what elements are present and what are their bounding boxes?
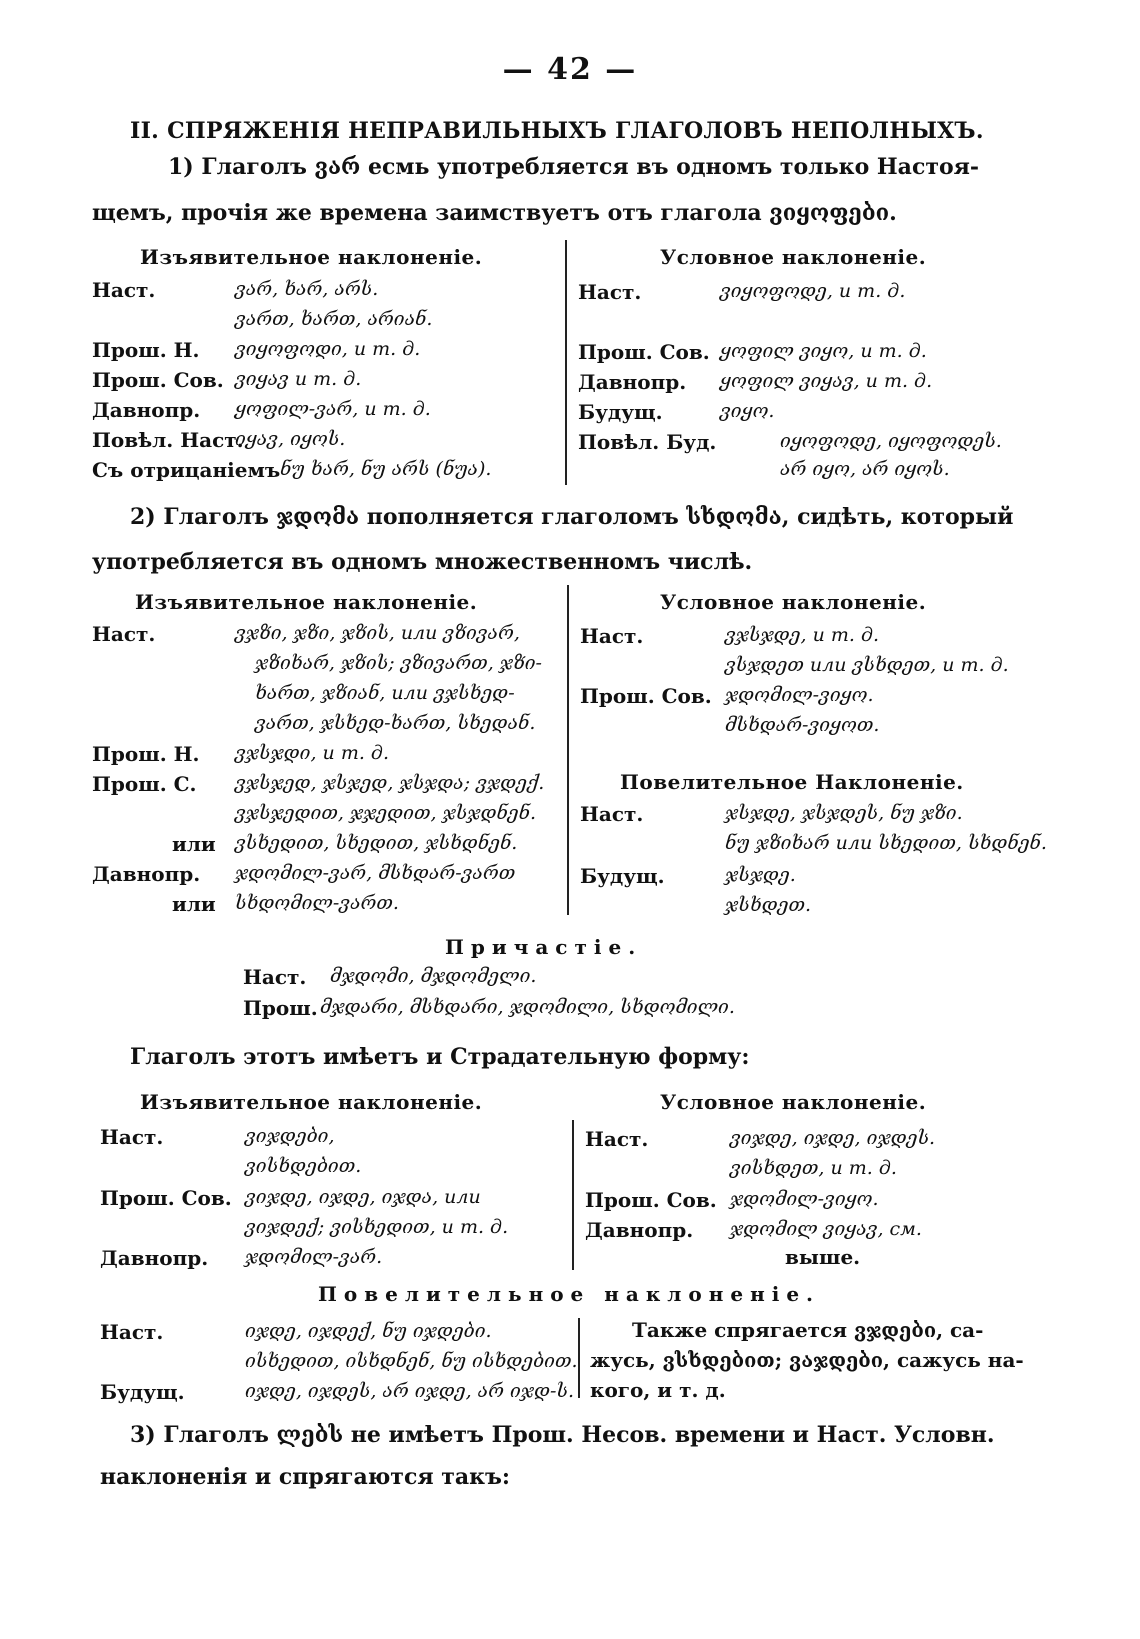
- row-value: ვიჯდექ; ვისხედით, и т. д.: [245, 1216, 509, 1238]
- row-value: ჯდომილ ვიყავ, см.: [730, 1218, 922, 1240]
- imperative-mood-heading: Повелительное наклоненіе.: [318, 1282, 821, 1306]
- row-value: ვიყავ и т. д.: [235, 368, 362, 390]
- row-label: Прош. Сов.: [580, 684, 712, 708]
- row-label: Наст.: [100, 1320, 164, 1344]
- column-divider: [572, 1120, 574, 1270]
- row-label: Наст.: [92, 278, 156, 302]
- row-value: ყოფილ ვიყო, и т. д.: [720, 340, 927, 362]
- row-value: ჯდომილ-ვიყო.: [725, 684, 874, 706]
- paragraph-3: Глаголъ этотъ имѣетъ и Страдательную форму:: [130, 1044, 750, 1070]
- row-value: ხართ, ჯზიან, или ვჯსხედ-: [255, 682, 515, 704]
- row-value: იჯდე, იჯდექ, ნუ იჯდები.: [245, 1320, 492, 1342]
- row-label: Прош. Сов.: [585, 1188, 717, 1212]
- row-value: ვართ, ჯსხედ-ხართ, სხედან.: [255, 712, 536, 734]
- row-label: Наст.: [92, 622, 156, 646]
- row-value: ვისხდეთ, и т. д.: [730, 1157, 897, 1179]
- row-value: ვიყოფოდე, и т. д.: [720, 280, 906, 302]
- row-value: ვსჯდეთ или ვსხდეთ, и т. д.: [725, 654, 1009, 676]
- row-label: Будущ.: [580, 864, 665, 888]
- row-value: ჯდომილ-ვიყო.: [730, 1188, 879, 1210]
- indicative-mood-heading: Изъявительное наклоненіе.: [140, 1090, 483, 1114]
- conditional-mood-heading: Условное наклоненіе.: [660, 1090, 927, 1114]
- row-label: Будущ.: [100, 1380, 185, 1404]
- row-label: Повѣл. Буд.: [578, 430, 717, 454]
- page-number: — 42 —: [502, 52, 638, 87]
- row-value: ყოფილ ვიყავ, и т. д.: [720, 370, 933, 392]
- column-divider: [567, 585, 569, 915]
- row-value: ვჯზი, ჯზი, ჯზის, или ვზივარ,: [235, 622, 520, 644]
- row-value: მსხდარ-ვიყოთ.: [725, 714, 880, 736]
- paragraph-2-line-1: 2) Глаголъ ჯდომა пополняется глаголомъ სხდომა, сидѣть, который: [130, 504, 1014, 530]
- note-line-1: Также спрягается ვჯდები, са-: [632, 1318, 984, 1342]
- participle-heading: Причастіе.: [445, 935, 643, 959]
- row-label: Наст.: [243, 965, 307, 989]
- row-label: Давнопр.: [578, 370, 687, 394]
- row-value: ყოფილ-ვარ, и т. д.: [235, 398, 431, 420]
- paragraph-2-line-2: употребляется въ одномъ множественномъ числѣ.: [92, 549, 753, 575]
- row-value: ჯსხდეთ.: [725, 894, 812, 916]
- row-value: ვიჯდე, იჯდე, იჯდეს.: [730, 1127, 936, 1149]
- paragraph-1-line-1: 1) Глаголъ ვარ есмь употребляется въ одномъ только Настоя-: [168, 154, 980, 180]
- row-value: ვიჯდე, იჯდე, იჯდა, или: [245, 1186, 481, 1208]
- row-label: Прош. Н.: [92, 742, 200, 766]
- row-label: Наст.: [585, 1127, 649, 1151]
- row-label: Прош.: [243, 996, 318, 1020]
- note-line-2: жусь, ვსხდებით; ვაჯდები, сажусь на-: [590, 1348, 1024, 1372]
- paragraph-4-line-1: 3) Глаголъ ლებს не имѣетъ Прош. Несов. времени и Наст. Условн.: [130, 1422, 995, 1448]
- row-value: იყოფოდე, იყოფოდეს.: [780, 430, 1002, 452]
- row-label: Будущ.: [578, 400, 663, 424]
- row-value: მჯდარი, მსხდარი, ჯდომილი, სხდომილი.: [320, 996, 735, 1018]
- indicative-mood-heading: Изъявительное наклоненіе.: [135, 590, 478, 614]
- row-value: სხდომილ-ვართ.: [235, 892, 399, 914]
- note-line-3: кого, и т. д.: [590, 1378, 726, 1402]
- row-value: ვიყოფოდი, и т. д.: [235, 338, 421, 360]
- row-value: ჯდომილ-ვარ.: [245, 1246, 383, 1268]
- row-label: Наст.: [580, 802, 644, 826]
- row-label: Прош. С.: [92, 772, 197, 796]
- row-value: ვჯსჯედით, ჯჯედით, ჯსჯდნენ.: [235, 802, 536, 824]
- row-value: ჯზიხარ, ჯზის; ვზივართ, ჯზი-: [255, 652, 542, 674]
- column-divider: [578, 1318, 580, 1398]
- row-label: Съ отрицаніемъ: [92, 458, 281, 482]
- row-label: или: [172, 832, 216, 856]
- row-value: იჯდე, იჯდეს, არ იჯდე, არ იჯდ-ს.: [245, 1380, 574, 1402]
- row-value: ვჯსჯდე, и т. д.: [725, 624, 880, 646]
- row-label: Наст.: [100, 1125, 164, 1149]
- row-value: ვართ, ხართ, არიან.: [235, 308, 433, 330]
- row-value: ვიყო.: [720, 400, 775, 422]
- row-label: Наст.: [580, 624, 644, 648]
- row-value: ვჯსჯდი, и т. д.: [235, 742, 390, 764]
- row-value: ჯსჯდე.: [725, 864, 796, 886]
- indicative-mood-heading: Изъявительное наклоненіе.: [140, 245, 483, 269]
- row-value: ჯდომილ-ვარ, მსხდარ-ვართ: [235, 862, 516, 884]
- row-label: Давнопр.: [585, 1218, 694, 1242]
- row-value: ვსხედით, სხედით, ჯსხდნენ.: [235, 832, 518, 854]
- row-value: ისხედით, ისხდნენ, ნუ ისხდებით.: [245, 1350, 578, 1372]
- row-value: ჯსჯდე, ჯსჯდეს, ნუ ჯზი.: [725, 802, 963, 824]
- row-label: Наст.: [578, 280, 642, 304]
- row-label: Давнопр.: [100, 1246, 209, 1270]
- row-label: Давнопр.: [92, 862, 201, 886]
- row-value: მჯდომი, მჯდომელი.: [330, 965, 537, 987]
- row-label: Давнопр.: [92, 398, 201, 422]
- column-divider: [565, 240, 567, 485]
- imperative-mood-heading: Повелительное Наклоненіе.: [620, 770, 964, 794]
- row-label: Прош. Сов.: [92, 368, 224, 392]
- row-label: Прош. Сов.: [578, 340, 710, 364]
- row-value: выше.: [785, 1245, 861, 1269]
- conditional-mood-heading: Условное наклоненіе.: [660, 590, 927, 614]
- row-label: Повѣл. Наст.: [92, 428, 244, 452]
- row-label: Прош. Н.: [92, 338, 200, 362]
- row-value: ნუ ჯზიხარ или სხედით, სხდნენ.: [725, 832, 1047, 854]
- row-value: ვისხდებით.: [245, 1155, 362, 1177]
- conditional-mood-heading: Условное наклоненіе.: [660, 245, 927, 269]
- section-title: II. СПРЯЖЕНІЯ НЕПРАВИЛЬНЫХЪ ГЛАГОЛОВЪ НЕПОЛНЫХЪ.: [130, 118, 984, 144]
- row-value: ვარ, ხარ, არს.: [235, 278, 379, 300]
- row-value: ნუ ხარ, ნუ არს (ნუა).: [280, 458, 492, 480]
- row-value: ვჯსჯედ, ჯსჯედ, ჯსჯდა; ვჯდექ.: [235, 772, 545, 794]
- row-label: Прош. Сов.: [100, 1186, 232, 1210]
- row-value: იყავ, იყოს.: [235, 428, 346, 450]
- paragraph-4-line-2: наклоненія и спрягаются такъ:: [100, 1464, 511, 1490]
- row-label: или: [172, 892, 216, 916]
- row-value: არ იყო, არ იყოს.: [780, 458, 950, 480]
- paragraph-1-line-2: щемъ, прочія же времена заимствуетъ отъ глагола ვიყოფები.: [92, 200, 897, 226]
- row-value: ვიჯდები,: [245, 1125, 335, 1147]
